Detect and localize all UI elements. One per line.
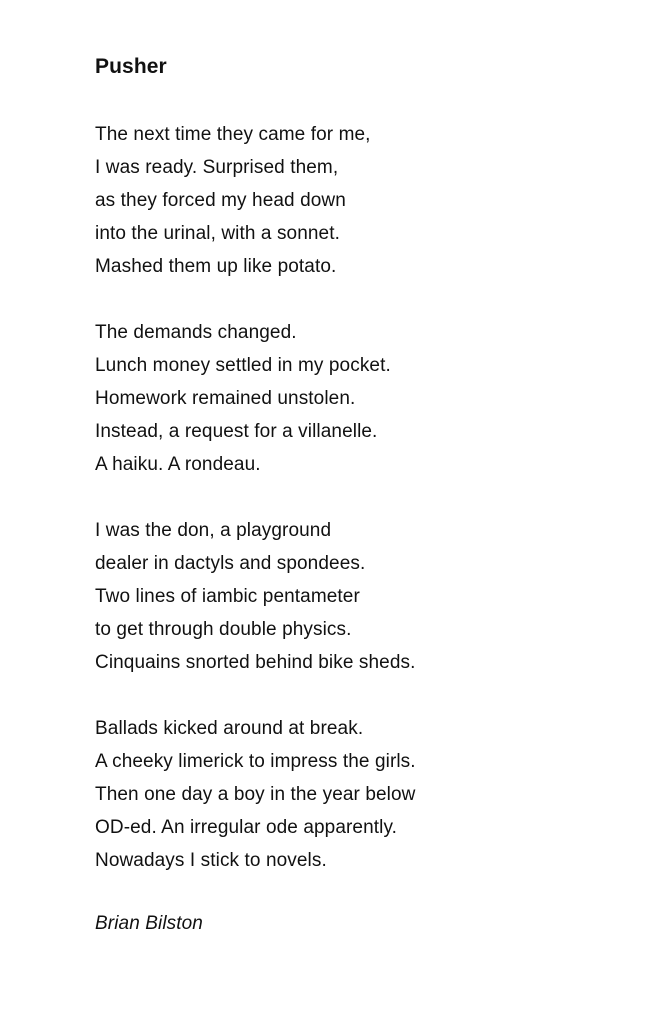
poem-line: Ballads kicked around at break. bbox=[95, 718, 364, 739]
poem-line: The next time they came for me, bbox=[95, 124, 371, 145]
poem-line: I was ready. Surprised them, bbox=[95, 157, 339, 178]
poem-author: Brian Bilston bbox=[95, 913, 203, 934]
poem-line: Two lines of iambic pentameter bbox=[95, 586, 360, 607]
poem-line: A cheeky limerick to impress the girls. bbox=[95, 751, 416, 772]
poem-line: dealer in dactyls and spondees. bbox=[95, 553, 366, 574]
poem-page bbox=[95, 52, 635, 939]
poem-line: The demands changed. bbox=[95, 322, 297, 343]
poem-body bbox=[95, 118, 635, 877]
poem-line: Homework remained unstolen. bbox=[95, 388, 356, 409]
poem-line: Nowadays I stick to novels. bbox=[95, 850, 327, 871]
poem-line: OD-ed. An irregular ode apparently. bbox=[95, 817, 398, 838]
poem-line: Then one day a boy in the year below bbox=[95, 784, 416, 805]
stanza bbox=[95, 316, 635, 481]
poem-line: A haiku. A rondeau. bbox=[95, 454, 261, 475]
poem-line: Instead, a request for a villanelle. bbox=[95, 421, 378, 442]
poem-line: Mashed them up like potato. bbox=[95, 256, 337, 277]
poem-line: I was the don, a playground bbox=[95, 520, 332, 541]
poem-line: into the urinal, with a sonnet. bbox=[95, 223, 340, 244]
poem-line: to get through double physics. bbox=[95, 619, 352, 640]
stanza bbox=[95, 712, 635, 877]
poem-line: as they forced my head down bbox=[95, 190, 346, 211]
stanza bbox=[95, 514, 635, 679]
poem-line: Cinquains snorted behind bike sheds. bbox=[95, 652, 416, 673]
poem-title: Pusher bbox=[95, 55, 167, 78]
stanza bbox=[95, 118, 635, 283]
poem-line: Lunch money settled in my pocket. bbox=[95, 355, 391, 376]
